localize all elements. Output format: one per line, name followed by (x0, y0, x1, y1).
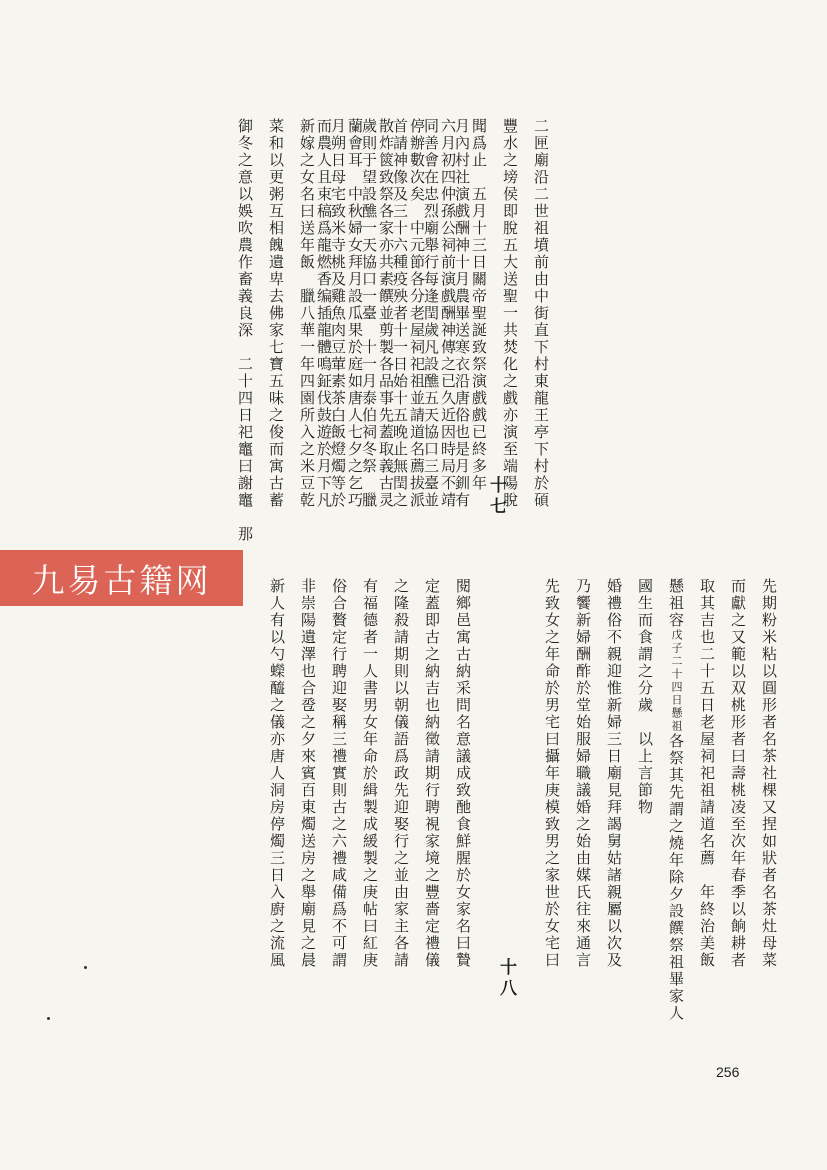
top-column-3: 聞爲止 五月十三日關帝聖誕致祭演戲戲已終多年 (470, 118, 488, 492)
bottom-column-8: 先致女之年命於男宅曰攝年庚模致男之家世於女宅曰 (543, 578, 561, 969)
bottom-column-9: 閱鄉邑寓古納采問名意議成致酏食鮮腥於女家名曰贄 (454, 578, 472, 969)
bottom-column-5: 國生而食謂之分歲 以上言節物 (636, 578, 654, 816)
top-column-4: 六月初四仲孫公祠前演戲酬神傳之已久近因時局不靖 (439, 118, 457, 509)
bottom-column-10: 定蓋即古之納吉也納徵請期行聘視家境之豐嗇定禮儀 (423, 578, 441, 969)
bottom-column-15: 新人有以勺蠑醯之儀亦唐人洞房停燭三日入廚之流風 (268, 578, 286, 969)
page-label-18: 十八 (496, 958, 516, 1000)
top-column-10: 同善會在忠烈廟舉行每逢閏歲凡設醮五天協口三臺並 (422, 118, 440, 509)
bottom-column-4 (665, 578, 687, 1040)
top-column-5: 停辦數次矣 中元節各分老屋祠祀祖並請道名薦拔派 (408, 118, 426, 509)
top-column-13: 月朔日母宅致米寺桃及雞魚肉豆葷素茶白飯燈燭等於 (329, 118, 347, 509)
bottom-column-7: 乃饗新婦酬酢於堂始服婦職議婚之始由媒氏往來通言 (574, 578, 592, 969)
top-column-12: 歲則于望設醮一天協口一臺 十一月泰伯祠冬祭 臘 (360, 118, 378, 509)
top-column-6: 散炸篋致祭各家亦共素饌並剪製各品事先蓋取義古灵 (377, 118, 395, 509)
bottom-column-2: 而獻之又範以双桃形者曰壽桃凌至次年春季以餉耕者 (729, 578, 747, 969)
bottom-column-14: 非崇陽遺澤也合卺之夕來賓百東燭送房之舉廟見之晨 (299, 578, 317, 969)
top-column-14: 新嫁之女名曰送年飯 臘八華一年四園所入之米豆乾 (298, 118, 316, 509)
top-column-1: 二匣廟沿二世祖墳前由中街直下村東龍王亭下村於碩 (532, 118, 550, 509)
page-number: 256 (716, 1064, 740, 1080)
top-column-11: 首請神像及三十六種疫殃者十一日始十五晚止無閏之 (391, 118, 409, 509)
bottom-column-6: 婚禮俗不親迎惟新婦三日廟見拜謁舅姑諸親屬以次及 (605, 578, 623, 969)
bottom-column-4-tail: 各祭其先謂之燒年除夕設饌祭祖畢家人 (667, 733, 685, 1022)
scan-speck (84, 966, 87, 969)
top-column-2: 豐水之塝侯即脫五大送聖一共焚化之戲亦演至端陽脫 (501, 118, 519, 509)
scan-speck (47, 1017, 50, 1020)
top-column-15: 菜和以更粥互相餽遺卑去佛家七寶五味之俊而寓古蓄 (267, 118, 285, 509)
page-label-17: 十七 (486, 476, 506, 518)
top-column-9b: 月內村社演戲酬神十月農畢送寒衣沿唐俗也是月釧有 (453, 118, 471, 509)
bottom-column-1: 先期粉米粘以圓形者名茶社棵又捏如狀者名茶灶母菜 (760, 578, 778, 969)
bottom-column-3: 取其吉也二十五日老屋祠祀祖請道名薦 年終治美飯 (698, 578, 716, 969)
top-column-7: 蘭會耳 中秋婦女拜月設瓜果於庭如唐人七夕之乞巧 (346, 118, 364, 509)
bottom-column-12: 有福德者一人書男女年命於緝製成緩製之庚帖曰紅庚 (361, 578, 379, 969)
top-column-8: 而農人且束稿爲龍燃香编插龍體鳴鉦伐鼓遊於月下凡 (315, 118, 333, 509)
inline-note: 戊子二十四日懸祖 (670, 629, 683, 733)
bottom-column-4-head: 懸祖容 (667, 578, 685, 629)
bottom-column-11: 之隆殺請期則以朝儀語爲政先迎娶行之並由家主各請 (392, 578, 410, 969)
bottom-column-13: 俗合贅定行聘迎娶稱三禮實則古之六禮咸備爲不可謂 (330, 578, 348, 969)
top-column-16: 御冬之意以娛吹農作畜義良深 二十四日祀竈曰謝竈 那 (236, 118, 254, 543)
watermark-banner: 九易古籍网 (0, 550, 243, 606)
